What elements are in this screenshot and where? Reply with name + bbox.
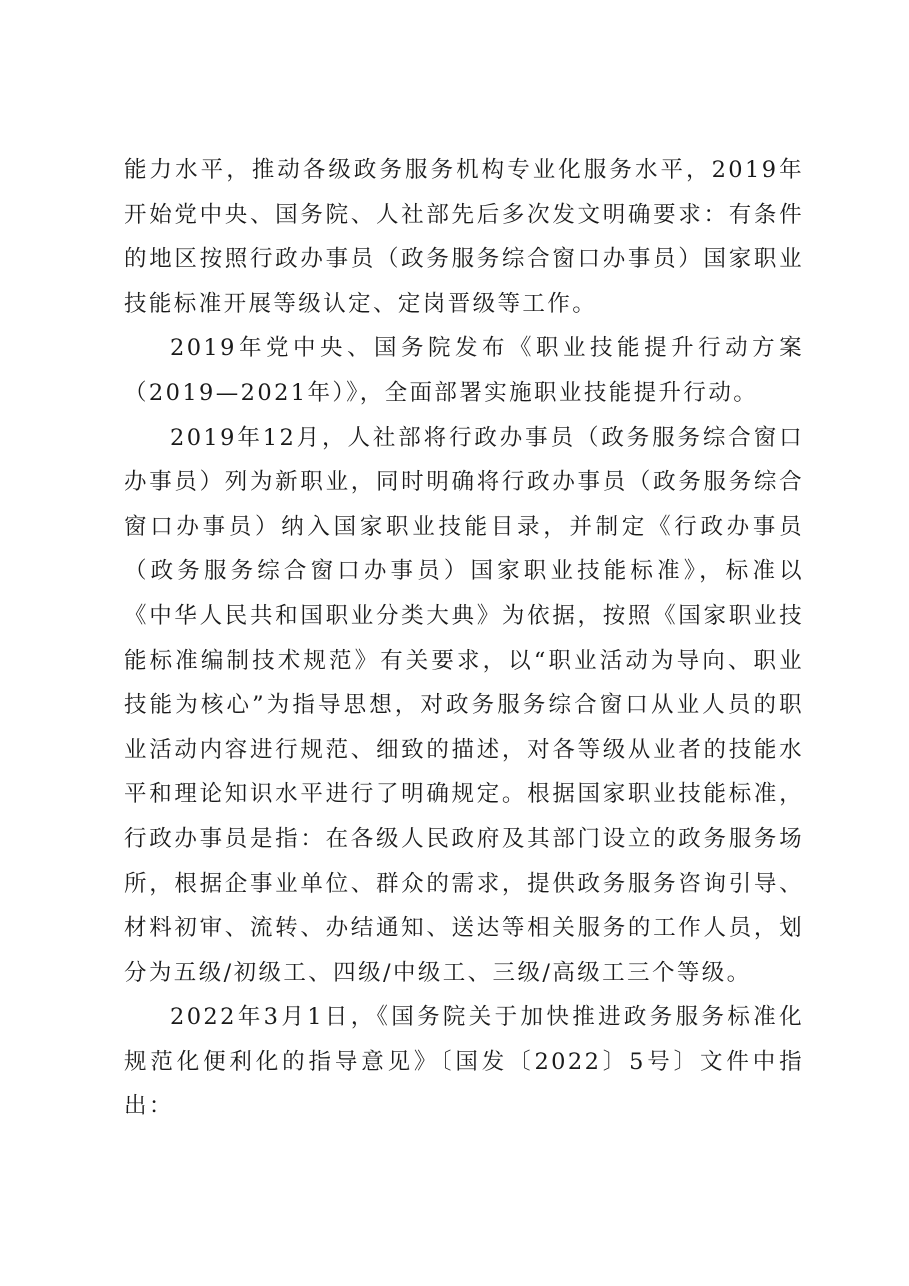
paragraph-guidance-opinion: 2022年3月1日，《国务院关于加快推进政务服务标准化规范化便利化的指导意见》〔国发〔2022〕5号〕文件中指出： [124, 1004, 804, 1120]
paragraph-new-occupation: 2019年12月，人社部将行政办事员（政务服务综合窗口办事员）列为新职业，同时明确将行政办事员（政务服务综合窗口办事员）纳入国家职业技能目录，并制定《行政办事员（政务服务综合窗口办事员）国家职业技能标准》，标准以《中华人民共和国职业分类大典》为依据，按照《国家职业技能标准编制技术规范》有关要求，以“职业活动为导向、职业技能为核心”为指导思想，对政务服务综合窗口从业人员的职业活动内容进行规范、细致的描述，对各等级从业者的技能水平和理论知识水平进行了明确规定。根据国家职业技能标准，行政办事员是指：在各级人民政府及其部门设立的政务服务场所，根据企事业单位、群众的需求，提供政务服务咨询引导、材料初审、流转、办结通知、送达等相关服务的工作人员，划分为五级/初级工、四级/中级工、三级/高级工三个等级。 [124, 424, 804, 986]
paragraph-continuation: 能力水平，推动各级政务服务机构专业化服务水平，2019年开始党中央、国务院、人社部先后多次发文明确要求：有条件的地区按照行政办事员（政务服务综合窗口办事员）国家职业技能标准开展等级认定、定岗晋级等工作。 [124, 157, 804, 317]
paragraph-action-plan: 2019年党中央、国务院发布《职业技能提升行动方案（2019—2021年）》，全面部署实施职业技能提升行动。 [124, 335, 804, 406]
document-page [124, 148, 804, 1129]
